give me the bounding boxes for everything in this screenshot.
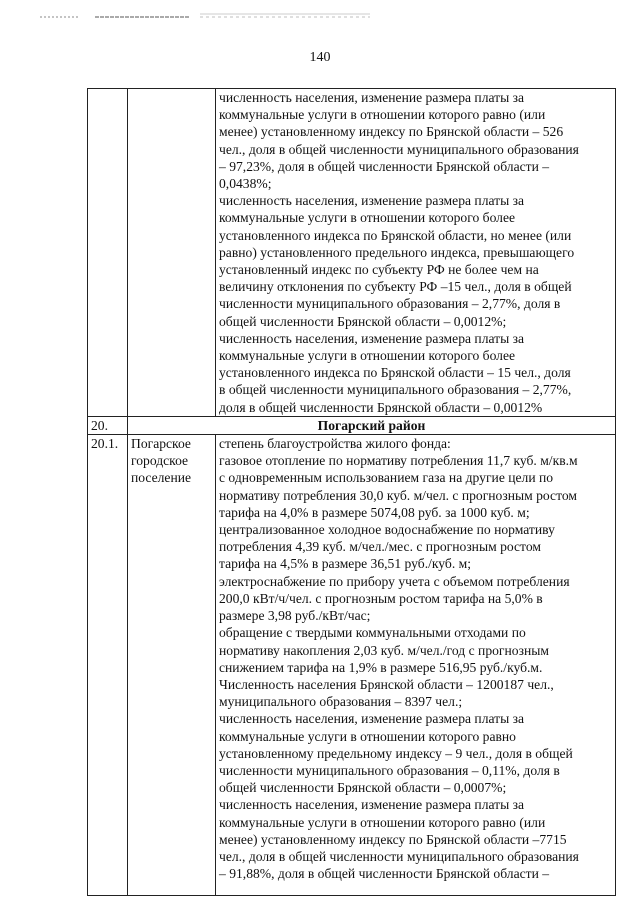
- settlement-number-cell: 20.1.: [88, 435, 128, 896]
- table-row-settlement: [88, 435, 616, 896]
- district-number-cell: 20.: [88, 416, 128, 434]
- scan-artifact-marks: [40, 12, 370, 20]
- table-row-continuation: [88, 89, 616, 417]
- description-text: численность населения, изменение размера платы за коммунальные услуги в отношении которого равно (или менее) установленному индексу по Брянской области – 526 чел., доля в общей численности муниципального образования – 97,23%, доля в общей численности Брянской области – 0,0438%; численность населения, изменение размера платы за коммунальные услуги в отношении которого более установленного индекса по Брянской области, но менее (или равно) установленного предельного индекса, превышающего установленный индекс по субъекту РФ не более чем на величину отклонения по субъекту РФ –15 чел., доля в общей численности муниципального образования – 2,77%, доля в общей численности Брянской области – 0,0012%; численность населения, изменение размера платы за коммунальные услуги в отношении которого более установленного индекса по Брянской области – 15 чел., доля в общей численности муниципального образования – 2,77%, доля в общей численности Брянской области – 0,0012%: [219, 90, 579, 415]
- row-number-cell: [88, 89, 128, 417]
- page-number: 140: [309, 50, 331, 65]
- table-row-district: [88, 416, 616, 434]
- description-cell: [216, 435, 616, 896]
- settlement-name: Погарское городское поселение: [131, 436, 192, 486]
- district-title: Погарский район: [128, 416, 616, 434]
- description-text: степень благоустройства жилого фонда: газовое отопление по нормативу потребления 11,7 куб. м/кв.м с одновременным использованием газа на другие цели по нормативу потребления 30,0 куб. м/чел. с прогнозным ростом тарифа на 4,0% в размере 5074,08 руб. за 1000 куб. м; централизованное холодное водоснабжение по нормативу потребления 4,39 куб. м/чел./мес. с прогнозным ростом тарифа на 4,5% в размере 36,51 руб./куб. м; электроснабжение по прибору учета с объемом потребления 200,0 кВт/ч/чел. с прогнозным ростом тарифа на 5,0% в размере 3,98 руб./кВт/час; обращение с твердыми коммунальными отходами по нормативу накопления 2,03 куб. м/чел./год с прогнозным снижением тарифа на 1,9% в размере 516,95 руб./куб.м. Численность населения Брянской области – 1200187 чел., муниципального образования – 8397 чел.; численность населения, изменение размера платы за коммунальные услуги в отношении которого равно установленному предельному индексу – 9 чел., доля в общей численности муниципального образования – 0,11%, доля в общей численности Брянской области – 0,0007%; численность населения, изменение размера платы за коммунальные услуги в отношении которого равно (или менее) установленному индексу по Брянской области –7715 чел., доля в общей численности муниципального образования – 91,88%, доля в общей численности Брянской области –: [219, 436, 579, 882]
- document-table: [87, 88, 616, 896]
- description-cell: [216, 89, 616, 417]
- settlement-name-cell: [128, 435, 216, 896]
- settlement-name-cell: [128, 89, 216, 417]
